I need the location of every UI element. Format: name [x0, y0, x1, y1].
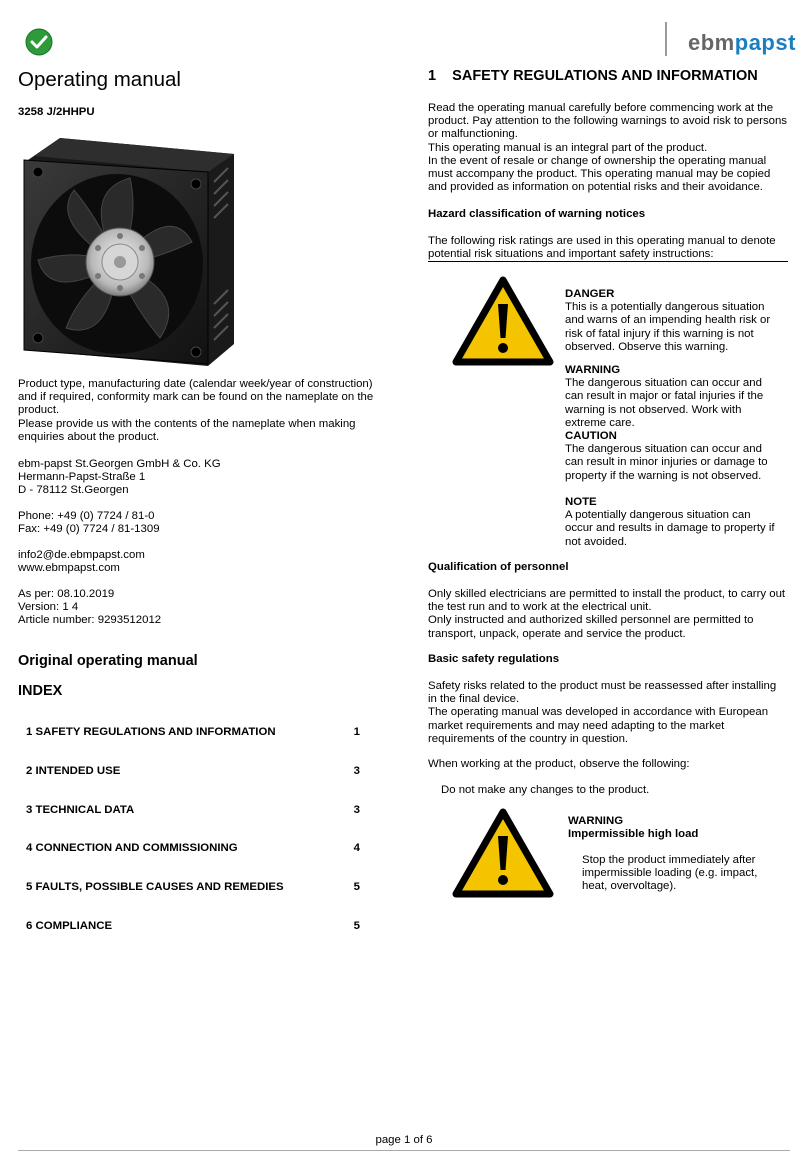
eco-badge-icon — [25, 28, 53, 56]
basic-safety-heading: Basic safety regulations — [428, 653, 560, 665]
index-entry-5[interactable] — [26, 881, 360, 893]
index-entry-label: 6 COMPLIANCE — [26, 920, 113, 932]
address-line: ebm-papst St.Georgen GmbH & Co. KG — [18, 458, 221, 470]
rating-note — [565, 496, 775, 549]
basic-safety-text — [428, 680, 788, 746]
brand-logo — [688, 30, 796, 56]
intro-text — [428, 102, 788, 194]
intro-para: Read the operating manual carefully before commencing work at the product. Pay attention to the following warnings to avoid risk to persons or malfunctioning. — [428, 102, 788, 141]
rating-text: The dangerous situation can occur and can result in minor injuries or damage to property if the warning is not observed. — [565, 443, 768, 482]
rating-text: This is a potentially dangerous situation and warns of an impending health risk or risk of fatal injury if this warning is not observed. Observe this warning. — [565, 301, 771, 353]
hazard-heading: Hazard classification of warning notices — [428, 208, 646, 220]
website-link[interactable]: www.ebmpapst.com — [18, 562, 120, 575]
warning2-text: Stop the product immediately after impermissible loading (e.g. impact, heat, overvoltage). — [582, 854, 758, 893]
warning2-title: WARNING — [568, 815, 624, 827]
brand-logo-papst: papst — [734, 30, 796, 55]
email-link[interactable]: info2@de.ebmpapst.com — [18, 549, 145, 561]
index-entry-page: 3 — [353, 804, 360, 816]
brand-logo-ebm: ebm — [688, 30, 735, 55]
document-meta — [18, 588, 380, 628]
company-address — [18, 458, 380, 498]
as-per-date: As per: 08.10.2019 — [18, 588, 115, 600]
basic-safety-para: Safety risks related to the product must be reassessed after installing in the final device. — [428, 680, 777, 706]
rating-title: WARNING — [565, 364, 621, 376]
index-entry-label: 1 SAFETY REGULATIONS AND INFORMATION — [26, 726, 276, 738]
qualification-heading: Qualification of personnel — [428, 561, 569, 573]
version: Version: 1 4 — [18, 601, 79, 614]
contact-web — [18, 549, 380, 575]
no-changes-text: Do not make any changes to the product. — [441, 784, 650, 796]
original-manual-heading: Original operating manual — [18, 653, 198, 669]
index-entry-label: 4 CONNECTION AND COMMISSIONING — [26, 842, 238, 854]
rating-danger — [565, 288, 775, 354]
qualification-para: Only skilled electricians are permitted to install the product, to carry out the test run and to work at the electrical unit. — [428, 588, 786, 614]
index-entry-page: 3 — [353, 765, 360, 777]
fax-number: Fax: +49 (0) 7724 / 81-1309 — [18, 523, 160, 536]
product-info-para-2: Please provide us with the contents of the nameplate when making enquiries about the product. — [18, 417, 356, 443]
product-image — [20, 132, 242, 370]
observe-text: When working at the product, observe the following: — [428, 758, 690, 770]
hazard-underline — [428, 261, 788, 262]
rating-text: A potentially dangerous situation can occur and results in damage to property if not avoided. — [565, 509, 775, 548]
warning2-subtitle: Impermissible high load — [568, 828, 699, 840]
rating-title: NOTE — [565, 496, 597, 508]
qualification-text — [428, 588, 788, 641]
index-entry-page: 4 — [353, 842, 360, 854]
intro-para: In the event of resale or change of ownership the operating manual must accompany the product. This operating manual may be copied and provided as information on potential risks and their avoidance. — [428, 154, 771, 194]
index-entry-1[interactable] — [26, 726, 360, 738]
rating-caution — [565, 430, 775, 483]
index-entry-label: 3 TECHNICAL DATA — [26, 804, 135, 816]
index-entry-2[interactable] — [26, 765, 360, 777]
address-line: Hermann-Papst-Straße 1 — [18, 471, 146, 484]
rating-text: The dangerous situation can occur and can result in major or fatal injuries if the warning is not observed. Work with extreme care. — [565, 377, 764, 429]
address-line: D - 78112 St.Georgen — [18, 484, 129, 497]
warning-triangle-icon — [452, 808, 554, 898]
page-title: Operating manual — [18, 68, 181, 91]
index-entry-6[interactable] — [26, 920, 360, 932]
phone-number: Phone: +49 (0) 7724 / 81-0 — [18, 510, 155, 522]
rating-warning — [565, 364, 775, 430]
product-info-para-1: Product type, manufacturing date (calendar week/year of construction) and if required, conformity mark can be found on the nameplate on the product. — [18, 378, 374, 417]
rating-title: CAUTION — [565, 430, 617, 442]
index-entry-page: 1 — [353, 726, 360, 738]
index-entry-label: 5 FAULTS, POSSIBLE CAUSES AND REMEDIES — [26, 881, 284, 893]
page-number: page 1 of 6 — [375, 1134, 433, 1146]
product-info — [18, 378, 380, 444]
contact-phone — [18, 510, 380, 536]
intro-para: This operating manual is an integral part of the product. — [428, 141, 708, 154]
index-entry-page: 5 — [353, 920, 360, 932]
warning-triangle-icon — [452, 276, 554, 366]
footer-rule — [18, 1150, 790, 1151]
index-entry-page: 5 — [353, 881, 360, 893]
hazard-text: The following risk ratings are used in this operating manual to denote potential risk situations and important safety instructions: — [428, 235, 776, 261]
header-divider — [665, 22, 667, 56]
index-heading: INDEX — [18, 683, 63, 699]
index-entry-3[interactable] — [26, 804, 360, 816]
rating-title: DANGER — [565, 288, 615, 300]
section-heading: 1 SAFETY REGULATIONS AND INFORMATION — [428, 68, 758, 84]
model-number: 3258 J/2HHPU — [18, 106, 95, 118]
index-entry-label: 2 INTENDED USE — [26, 765, 121, 777]
qualification-para: Only instructed and authorized skilled personnel are permitted to transport, unpack, operate and service the product. — [428, 614, 754, 640]
basic-safety-para: The operating manual was developed in accordance with European market requirements and may need adapting to the market requirements of the country in question. — [428, 706, 769, 745]
index-entry-4[interactable] — [26, 842, 360, 854]
article-number: Article number: 9293512012 — [18, 614, 162, 627]
